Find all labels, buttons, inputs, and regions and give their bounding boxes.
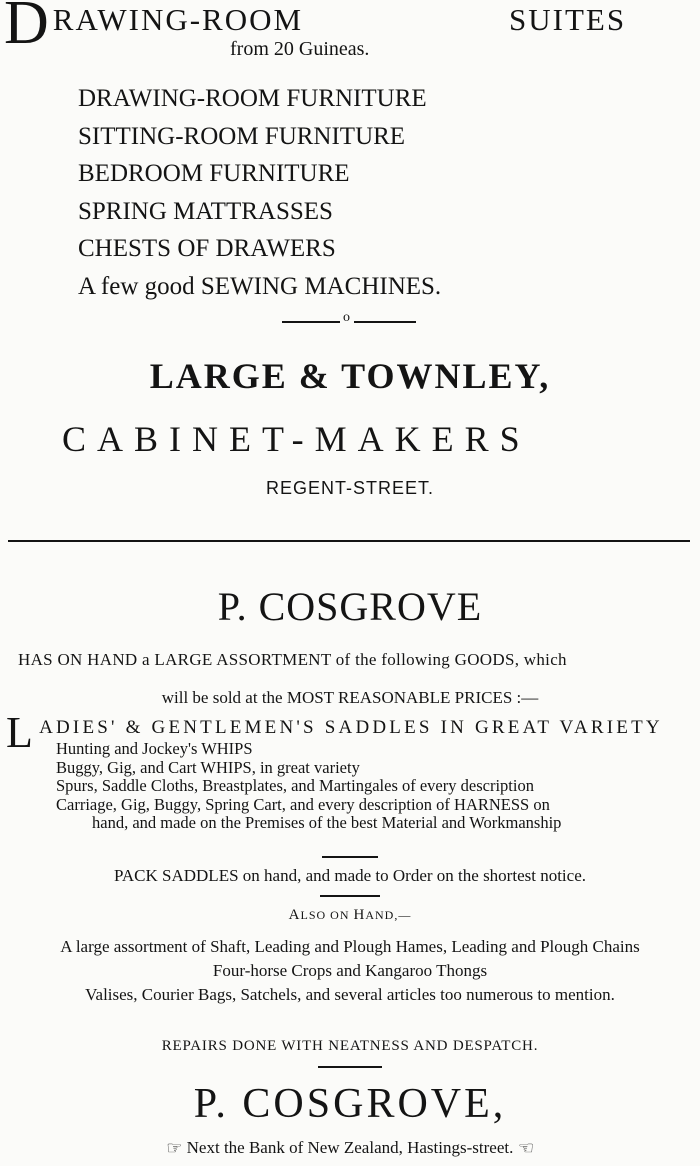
list-item: BEDROOM FURNITURE xyxy=(78,160,350,187)
ad2-intro-line-1: HAS ON HAND a LARGE ASSORTMENT of the following GOODS, which xyxy=(18,650,567,669)
list-item: A few good SEWING MACHINES. xyxy=(78,272,442,300)
list-item: Valises, Courier Bags, Satchels, and several articles too numerous to mention. xyxy=(85,985,615,1004)
short-rule xyxy=(320,895,380,897)
list-item: SITTING-ROOM FURNITURE xyxy=(78,122,406,150)
ad1-title-rest: RAWING-ROOM xyxy=(52,2,304,37)
ad2-intro-line-2: will be sold at the MOST REASONABLE PRICES :— xyxy=(161,688,539,707)
also-rest: LSO ON xyxy=(300,908,354,922)
short-rule xyxy=(318,1066,382,1068)
ad1-street: REGENT-STREET. xyxy=(265,478,435,498)
list-item: hand, and made on the Premises of the best Material and Workmanship xyxy=(92,813,562,832)
ad1-item-list xyxy=(78,80,441,305)
short-rule xyxy=(322,856,378,858)
ad1-title-word2: SUITES xyxy=(509,2,627,37)
list-item: Hunting and Jockey's WHIPS xyxy=(56,739,253,758)
ad2-item-list xyxy=(56,740,561,833)
ad1-firm-name: LARGE & TOWNLEY, xyxy=(149,356,551,396)
ad2-more-list xyxy=(0,935,700,1007)
list-item: CHESTS OF DRAWERS xyxy=(78,235,336,262)
list-item: Four-horse Crops and Kangaroo Thongs xyxy=(212,961,488,980)
list-item: A large assortment of Shaft, Leading and Plough Hames, Leading and Plough Chains xyxy=(60,937,640,956)
list-item: Buggy, Gig, and Cart WHIPS, in great variety xyxy=(56,757,360,777)
ad2-saddles-dropcap: L xyxy=(6,708,37,757)
ad2-also-on-hand xyxy=(0,907,700,924)
ad2-saddles-rest: ADIES' & GENTLEMEN'S SADDLES IN GREAT VARIETY xyxy=(39,717,663,738)
also-h: H xyxy=(353,907,366,923)
also-end: AND,— xyxy=(365,908,412,922)
also-first: A xyxy=(288,907,301,923)
list-item: Carriage, Gig, Buggy, Spring Cart, and every description of HARNESS on xyxy=(56,794,550,814)
ad2-name: P. COSGROVE xyxy=(217,584,483,629)
ad2-address-text: Next the Bank of New Zealand, Hastings-street. xyxy=(186,1138,514,1157)
ad1-subtitle: from 20 Guineas. xyxy=(230,38,370,60)
ad2-address xyxy=(0,1138,700,1159)
ad1-trade: CABINET-MAKERS xyxy=(62,419,531,459)
pointing-hand-icon: ☞ xyxy=(166,1138,183,1158)
pointing-hand-icon: ☞ xyxy=(517,1138,534,1158)
ad2-pack-saddles: PACK SADDLES on hand, and made to Order on the shortest notice. xyxy=(113,866,586,885)
ornament-glyph: o xyxy=(343,310,350,325)
ornament-divider xyxy=(282,312,416,332)
section-separator xyxy=(8,540,690,542)
list-item: DRAWING-ROOM FURNITURE xyxy=(78,85,427,112)
ad2-repairs: REPAIRS DONE WITH NEATNESS AND DESPATCH. xyxy=(161,1038,539,1054)
list-item: Spurs, Saddle Cloths, Breastplates, and Martingales of every description xyxy=(56,776,534,795)
ad1-title-dropcap: D xyxy=(4,0,51,57)
list-item: SPRING MATTRASSES xyxy=(78,197,333,225)
ad2-footer-name: P. COSGROVE, xyxy=(193,1081,507,1127)
